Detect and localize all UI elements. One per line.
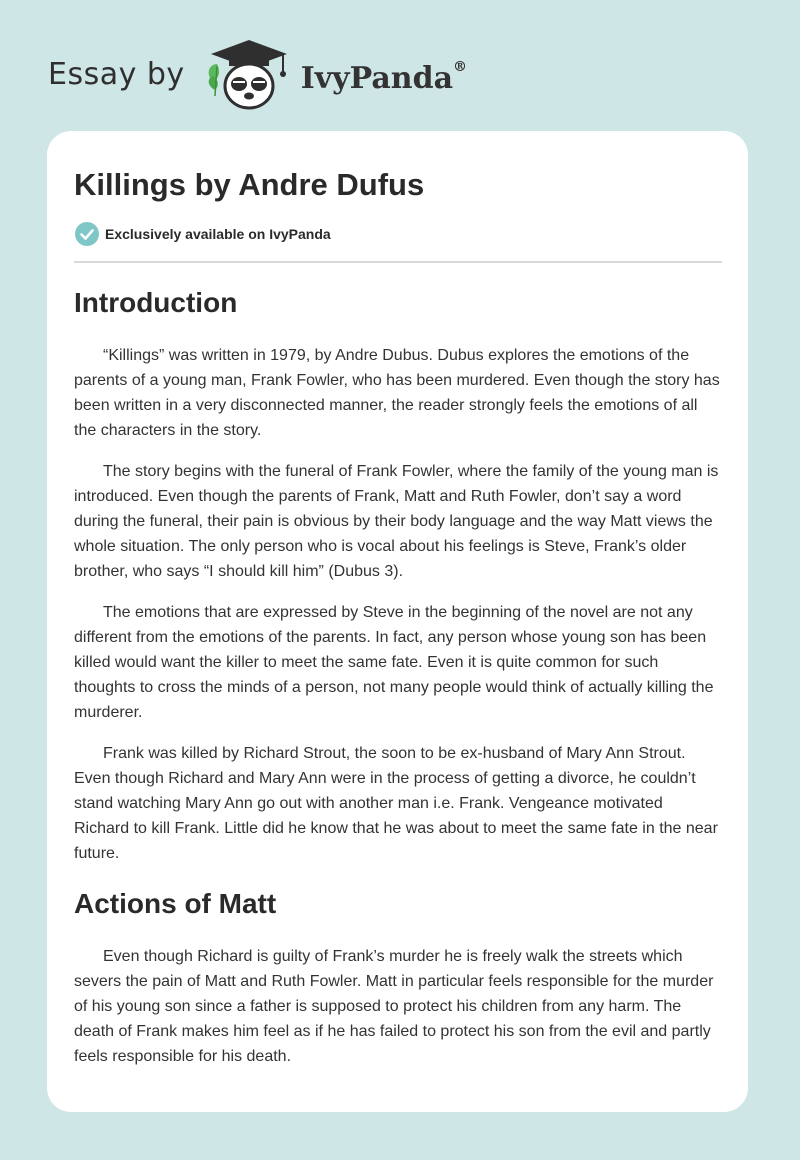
panda-graduate-icon[interactable]	[199, 34, 295, 114]
section-actions-of-matt	[74, 886, 722, 1069]
section-heading: Introduction	[74, 287, 238, 318]
check-circle-icon	[74, 221, 100, 247]
paragraph: “Killings” was written in 1979, by Andre Dubus. Dubus explores the emotions of the parents of a young man, Frank Fowler, who has been murdered. Even though the story has been written in a very disconnected manner, the reader strongly feels the emotions of all the characters in the story.	[74, 347, 720, 439]
essay-by-label: Essay by	[48, 56, 185, 92]
title-divider	[74, 261, 722, 263]
site-header	[48, 34, 467, 114]
paragraph: Frank was killed by Richard Strout, the soon to be ex-husband of Mary Ann Strout. Even though Richard and Mary Ann were in the process of getting a divorce, he couldn’t stand watching Mary Ann go out with another man i.e. Frank. Vengeance motivated Richard to kill Frank. Little did he know that he was about to meet the same fate in the near future.	[74, 745, 718, 862]
paragraph: The emotions that are expressed by Steve in the beginning of the novel are not any different from the emotions of the parents. In fact, any person whose young son has been killed would want the killer to meet the same fate. Even it is quite common for such thoughts to cross the minds of a person, not many people would think of actually killing the murderer.	[74, 604, 714, 721]
exclusive-badge-label: Exclusively available on IvyPanda	[105, 226, 331, 242]
brand-name[interactable]: IvyPanda®	[300, 58, 468, 96]
paragraph: Even though Richard is guilty of Frank’s murder he is freely walk the streets which severs the pain of Matt and Ruth Fowler. Matt in particular feels responsible for the murder of his young son since a father is supposed to protect his children from any harm. The death of Frank makes him feel as if he has failed to protect his son from the evil and partly feels responsible for his death.	[74, 948, 714, 1065]
exclusive-badge	[74, 221, 722, 247]
registered-mark: ®	[453, 58, 468, 75]
essay-title: Killings by Andre Dufus	[74, 167, 425, 202]
essay-card	[47, 131, 748, 1112]
section-introduction	[74, 285, 722, 866]
paragraph: The story begins with the funeral of Frank Fowler, where the family of the young man is introduced. Even though the parents of Frank, Matt and Ruth Fowler, don’t say a word during the funeral, their pain is obvious by their body language and the way Matt views the whole situation. The only person who is vocal about his feelings is Steve, Frank’s older brother, who says “I should kill him” (Dubus 3).	[74, 463, 719, 580]
section-heading: Actions of Matt	[74, 888, 277, 919]
